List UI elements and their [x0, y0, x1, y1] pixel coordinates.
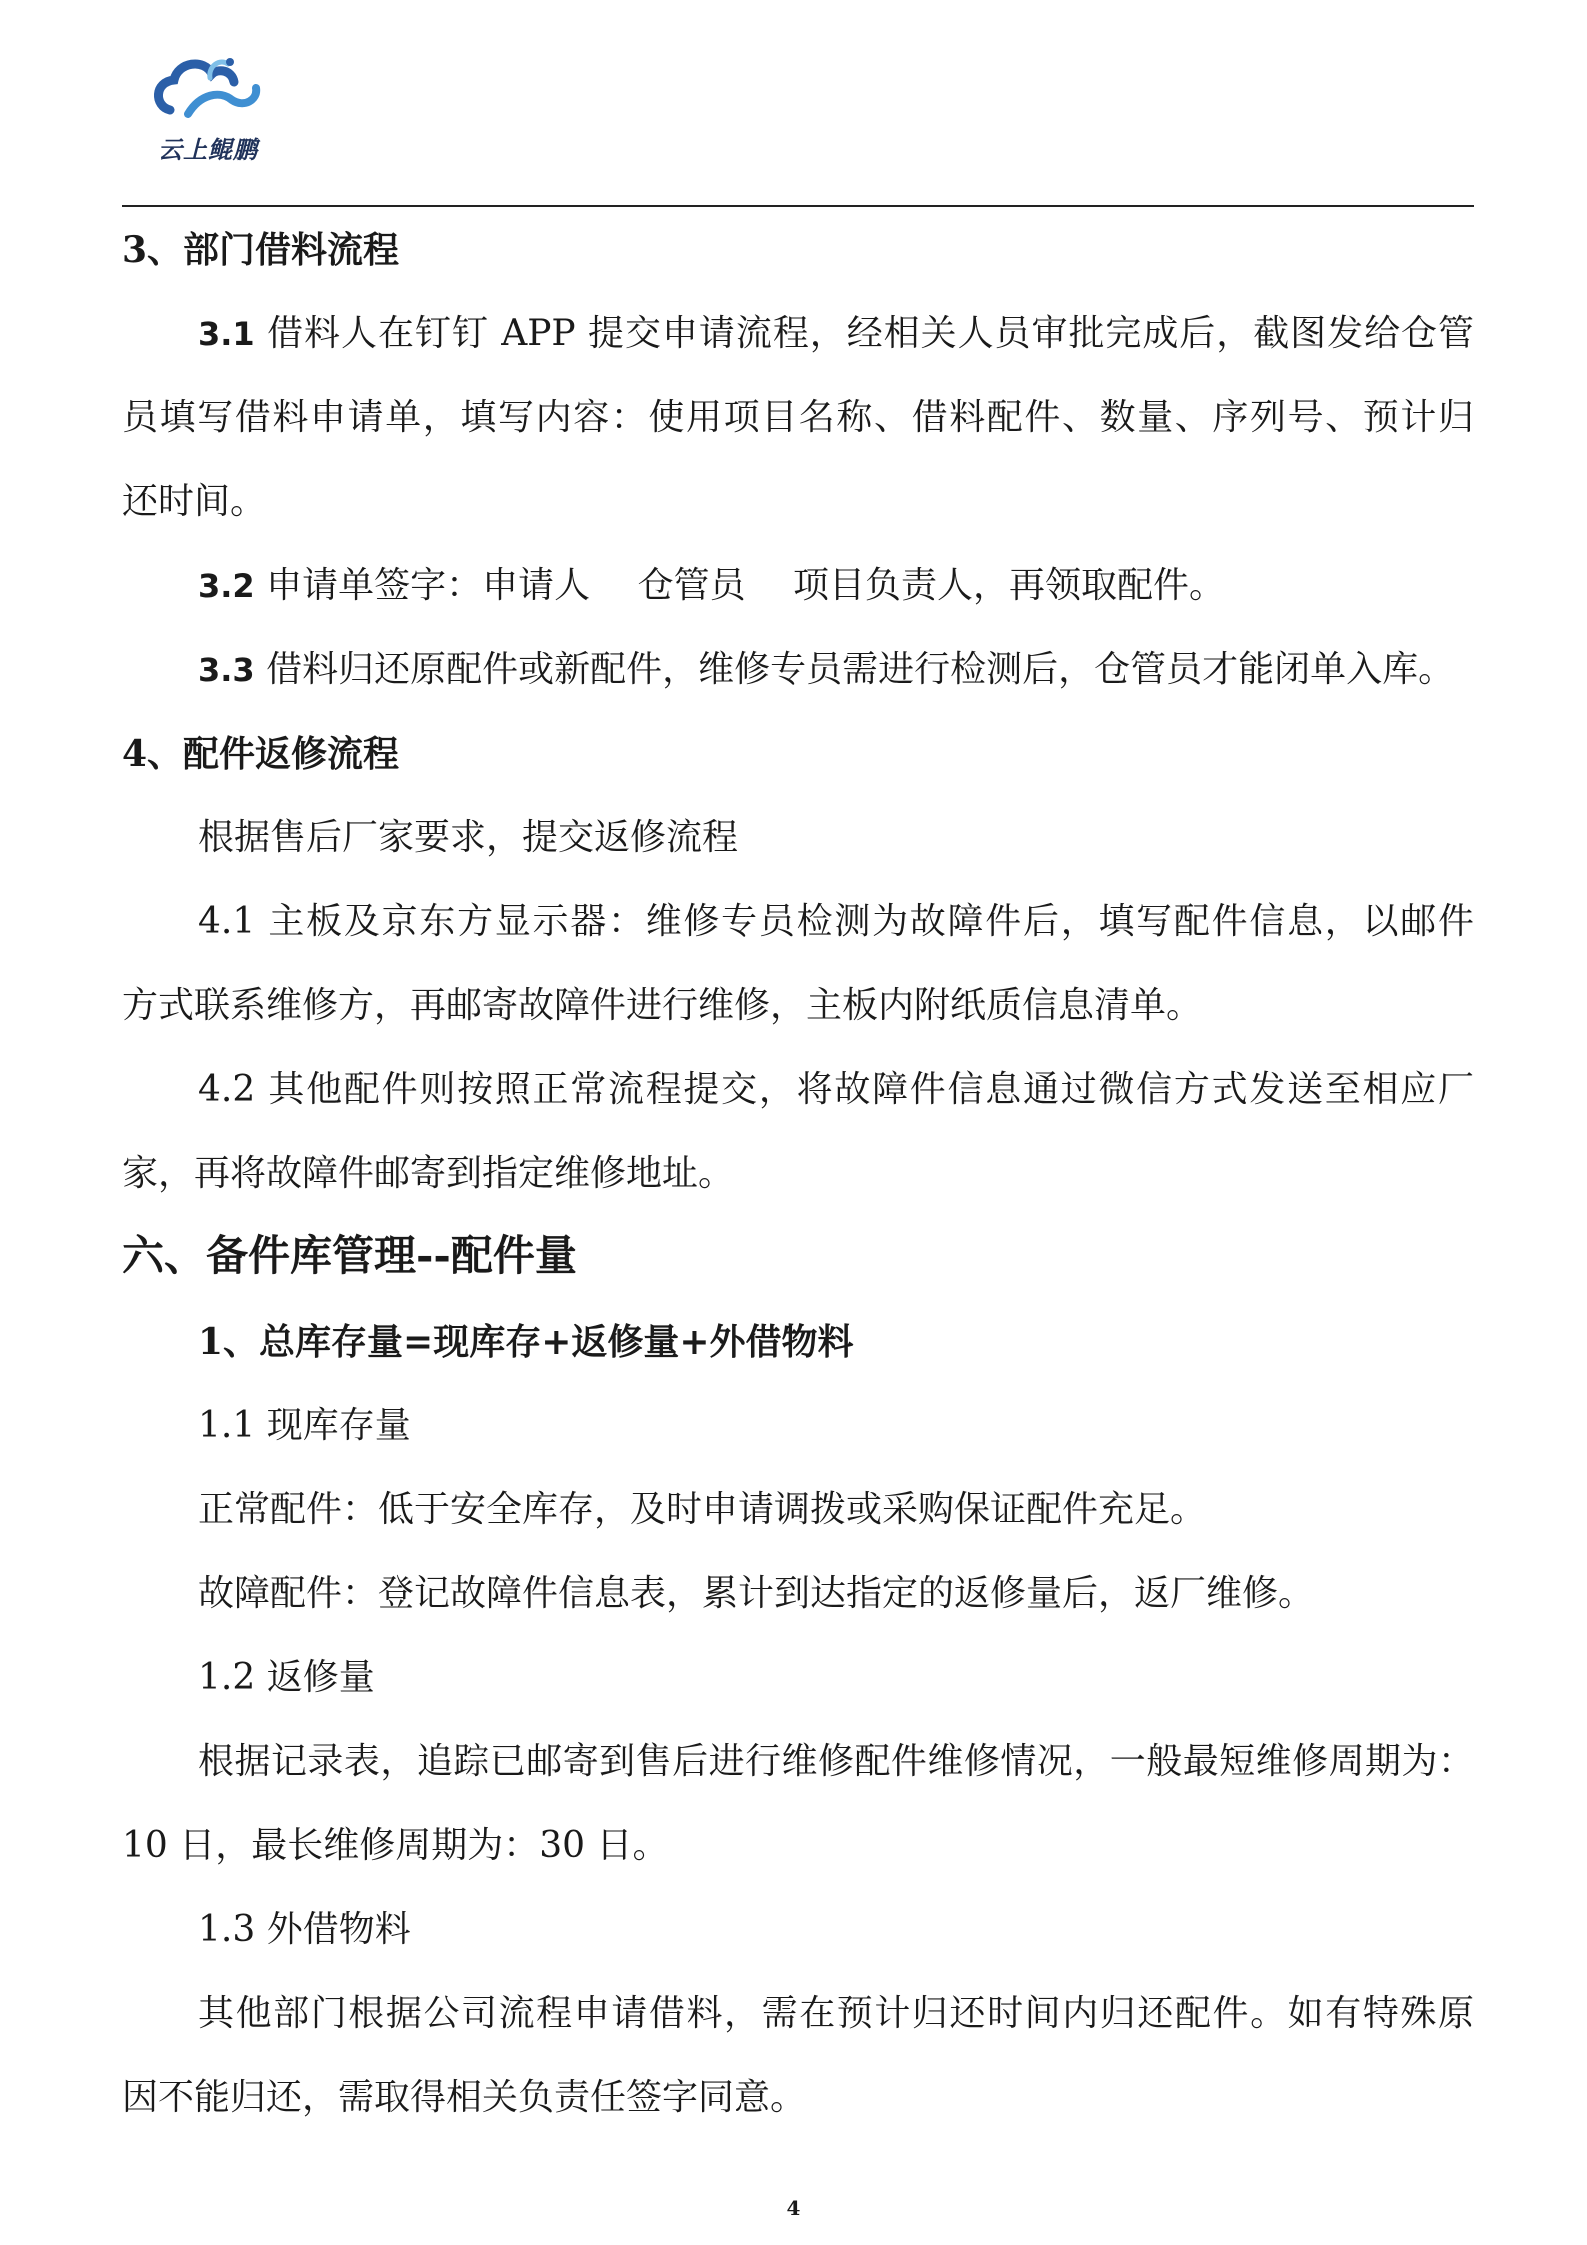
para-3-3	[198, 646, 1454, 694]
para-4-2-line-2: 家，再将故障件邮寄到指定维修地址。	[122, 1153, 735, 1194]
page-number: 4	[786, 2196, 801, 2220]
subsection-1-2-title: 1.2 返修量	[198, 1657, 375, 1698]
para-3-1-text: 借料人在钉钉 APP 提交申请流程，经相关人员审批完成后，截图发给仓管	[267, 313, 1474, 354]
fault-parts-text: 故障配件：登记故障件信息表，累计到达指定的返修量后，返厂维修。	[198, 1573, 1315, 1614]
chapter-6-heading: 六、备件库管理--配件量	[122, 1231, 577, 1280]
para-3-1-line-2: 员填写借料申请单，填写内容：使用项目名称、借料配件、数量、序列号、预计归	[122, 397, 1474, 438]
para-3-2-text: 申请单签字：申请人 仓管员 项目负责人，再领取配件。	[266, 565, 1226, 606]
company-logo	[148, 48, 268, 163]
para-3-3-text: 借料归还原配件或新配件，维修专员需进行检测后，仓管员才能闭单入库。	[266, 649, 1455, 690]
section-6-1-title: 1、总库存量=现库存+返修量+外借物料	[198, 1321, 854, 1363]
subsection-1-1-title: 1.1 现库存量	[198, 1405, 411, 1446]
para-4-1-line-1: 4.1 主板及京东方显示器：维修专员检测为故障件后，填写配件信息，以邮件	[198, 901, 1474, 942]
para-3-2	[198, 562, 1225, 610]
lend-text-line-1: 其他部门根据公司流程申请借料，需在预计归还时间内归还配件。如有特殊原	[198, 1993, 1474, 2034]
cloud-wave-logo-icon	[148, 48, 268, 133]
normal-parts-text: 正常配件：低于安全库存，及时申请调拨或采购保证配件充足。	[198, 1489, 1207, 1530]
repair-text-line-1: 根据记录表，追踪已邮寄到售后进行维修配件维修情况，一般最短维修周期为：	[198, 1741, 1474, 1782]
para-3-3-number: 3.3	[198, 651, 255, 689]
subsection-1-3-title: 1.3 外借物料	[198, 1909, 411, 1950]
section-3-title: 3、部门借料流程	[122, 229, 400, 271]
para-3-1-line-1	[198, 310, 1474, 358]
para-4-2-line-1: 4.2 其他配件则按照正常流程提交，将故障件信息通过微信方式发送至相应厂	[198, 1069, 1474, 1110]
section-4-intro: 根据售后厂家要求，提交返修流程	[198, 817, 739, 858]
para-3-1-line-3: 还时间。	[122, 481, 267, 522]
para-4-1-line-2: 方式联系维修方，再邮寄故障件进行维修，主板内附纸质信息清单。	[122, 985, 1203, 1026]
lend-text-line-2: 因不能归还，需取得相关负责任签字同意。	[122, 2077, 807, 2118]
header-divider	[122, 205, 1474, 207]
para-3-2-number: 3.2	[198, 567, 255, 605]
repair-text-line-2: 10 日，最长维修周期为：30 日。	[122, 1825, 669, 1866]
section-4-title: 4、配件返修流程	[122, 733, 400, 775]
para-3-1-number: 3.1	[198, 315, 255, 353]
logo-text: 云上鲲鹏	[158, 136, 258, 164]
